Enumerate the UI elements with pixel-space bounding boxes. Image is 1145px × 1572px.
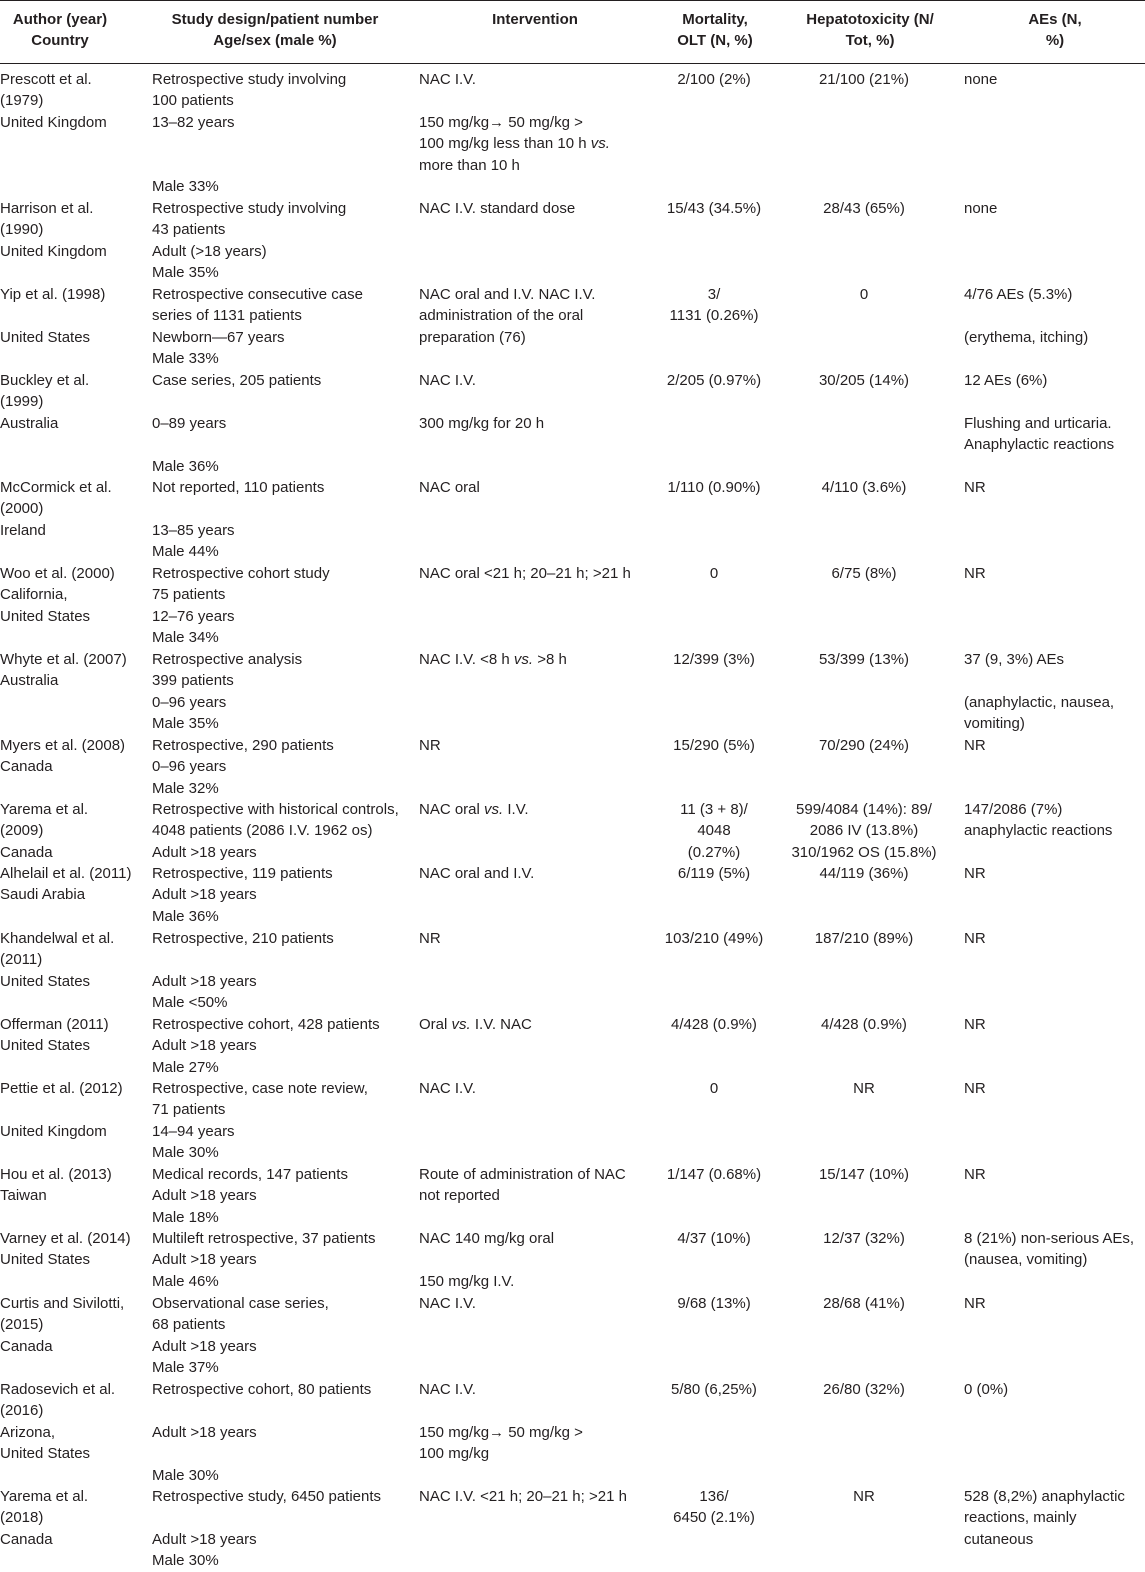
cell-mortality: 2/100 (2%) bbox=[677, 71, 751, 88]
cell-design: 0–89 years bbox=[152, 414, 227, 432]
column-header-line: Author (year) bbox=[12, 11, 108, 28]
cell-author: (2011) bbox=[0, 951, 43, 969]
cell-intervention: NAC oral and I.V. NAC I.V. bbox=[419, 286, 596, 303]
cell-author: Woo et al. (2000) bbox=[0, 565, 115, 582]
cell-hepatotoxicity: 30/205 (14%) bbox=[818, 372, 910, 389]
cell-author: (1979) bbox=[0, 92, 44, 110]
cell-author: Hou et al. (2013) bbox=[0, 1166, 112, 1183]
cell-author: Varney et al. (2014) bbox=[0, 1230, 131, 1247]
cell-design: Adult >18 years bbox=[152, 843, 257, 861]
cell-author: Harrison et al. bbox=[0, 200, 94, 217]
cell-intervention: NAC I.V. standard dose bbox=[419, 200, 576, 217]
cell-author: Radosevich et al. bbox=[0, 1381, 116, 1398]
cell-author: California, bbox=[0, 586, 68, 604]
cell-author: Yarema et al. bbox=[0, 1488, 89, 1505]
cell-mortality: 9/68 (13%) bbox=[677, 1295, 751, 1312]
cell-aes: reactions, mainly bbox=[964, 1509, 1077, 1527]
cell-intervention: not reported bbox=[419, 1187, 500, 1205]
cell-author: Saudi Arabia bbox=[0, 886, 86, 904]
cell-design: 14–94 years bbox=[152, 1122, 235, 1140]
cell-mortality: 4/37 (10%) bbox=[677, 1230, 751, 1247]
cell-design: Male 36% bbox=[152, 457, 219, 475]
column-header-line: Age/sex (male %) bbox=[213, 32, 337, 49]
cell-author: United States bbox=[0, 1445, 91, 1463]
cell-hepatotoxicity: 26/80 (32%) bbox=[823, 1381, 905, 1398]
cell-mortality: 11 (3 + 8)/ bbox=[680, 801, 748, 818]
cell-design: Male 30% bbox=[152, 1466, 219, 1484]
cell-author: Canada bbox=[0, 1530, 53, 1548]
cell-design: 75 patients bbox=[152, 586, 226, 604]
cell-author: Arizona, bbox=[0, 1423, 56, 1441]
cell-author: United Kingdom bbox=[0, 242, 107, 260]
column-header-line: Hepatotoxicity (N/ bbox=[806, 11, 934, 28]
column-header-line: Country bbox=[31, 32, 89, 49]
cell-design: Male 46% bbox=[152, 1272, 219, 1290]
cell-aes: (erythema, itching) bbox=[964, 328, 1089, 346]
cell-design: Observational case series, bbox=[152, 1295, 329, 1312]
cell-design: Retrospective, 119 patients bbox=[152, 865, 333, 882]
column-header-line: Mortality, bbox=[682, 11, 748, 28]
cell-hepatotoxicity: 4/110 (3.6%) bbox=[821, 479, 907, 496]
cell-author: United States bbox=[0, 972, 91, 990]
cell-design: 4048 patients (2086 I.V. 1962 os) bbox=[152, 822, 373, 840]
cell-aes: 8 (21%) non-serious AEs, bbox=[964, 1230, 1135, 1247]
cell-aes: NR bbox=[964, 1016, 986, 1033]
cell-hepatotoxicity: 0 bbox=[859, 286, 869, 303]
cell-intervention: 150 mg/kg→ 50 mg/kg > bbox=[419, 113, 583, 131]
cell-design: Adult >18 years bbox=[152, 1530, 257, 1548]
cell-author: Pettie et al. (2012) bbox=[0, 1080, 123, 1097]
cell-intervention: 300 mg/kg for 20 h bbox=[419, 414, 545, 432]
cell-design: Retrospective study, 6450 patients bbox=[152, 1488, 382, 1505]
cell-hepatotoxicity: 599/4084 (14%): 89/ bbox=[796, 801, 932, 818]
cell-mortality: 4048 bbox=[697, 822, 731, 840]
cell-design: Retrospective, 210 patients bbox=[152, 930, 334, 947]
cell-design: Adult >18 years bbox=[152, 972, 257, 990]
cell-aes: (nausea, vomiting) bbox=[964, 1251, 1088, 1269]
cell-aes: Flushing and urticaria. bbox=[964, 414, 1112, 432]
cell-design: Adult >18 years bbox=[152, 1187, 257, 1205]
cell-intervention: Oral vs. I.V. NAC bbox=[419, 1016, 532, 1033]
cell-mortality: 15/290 (5%) bbox=[673, 737, 755, 754]
cell-design: 71 patients bbox=[152, 1101, 226, 1119]
cell-intervention: more than 10 h bbox=[419, 156, 520, 174]
cell-intervention: NAC oral and I.V. bbox=[419, 865, 535, 882]
column-header-line: %) bbox=[1045, 32, 1065, 49]
cell-hepatotoxicity: 28/43 (65%) bbox=[823, 200, 905, 217]
column-header-line: AEs (N, bbox=[1028, 11, 1082, 28]
cell-design: Retrospective cohort, 80 patients bbox=[152, 1381, 372, 1398]
cell-hepatotoxicity: 187/210 (89%) bbox=[814, 930, 914, 947]
cell-author: Alhelail et al. (2011) bbox=[0, 865, 132, 882]
cell-intervention: NAC 140 mg/kg oral bbox=[419, 1230, 555, 1247]
cell-intervention: NR bbox=[419, 737, 441, 754]
cell-intervention: NAC I.V. bbox=[419, 372, 476, 389]
cell-aes: vomiting) bbox=[964, 715, 1025, 733]
cell-aes: NR bbox=[964, 1080, 986, 1097]
cell-design: Retrospective with historical controls, bbox=[152, 801, 399, 818]
cell-author: Buckley et al. bbox=[0, 372, 90, 389]
cell-hepatotoxicity: 15/147 (10%) bbox=[818, 1166, 910, 1183]
cell-aes: none bbox=[964, 71, 998, 88]
cell-mortality: 5/80 (6,25%) bbox=[671, 1381, 757, 1398]
cell-intervention: 100 mg/kg less than 10 h vs. bbox=[419, 135, 610, 153]
cell-author: (1999) bbox=[0, 393, 44, 411]
cell-design: Retrospective, 290 patients bbox=[152, 737, 334, 754]
column-header-3 bbox=[410, 9, 660, 30]
cell-design: 0–96 years bbox=[152, 758, 227, 776]
cell-mortality: 1/147 (0.68%) bbox=[666, 1166, 762, 1183]
cell-design: Male 36% bbox=[152, 907, 219, 925]
cell-design: Male 33% bbox=[152, 350, 219, 368]
cell-intervention: NAC I.V. <8 h vs. >8 h bbox=[419, 651, 567, 668]
cell-hepatotoxicity: NR bbox=[853, 1488, 875, 1505]
column-header-1 bbox=[0, 9, 120, 51]
cell-author: (2018) bbox=[0, 1509, 44, 1527]
cell-mortality: 103/210 (49%) bbox=[664, 930, 764, 947]
cell-author: (1990) bbox=[0, 221, 44, 239]
column-header-line: Intervention bbox=[492, 11, 578, 28]
column-header-5 bbox=[780, 9, 960, 51]
cell-author: (2000) bbox=[0, 500, 44, 518]
cell-hepatotoxicity: 28/68 (41%) bbox=[823, 1295, 905, 1312]
cell-design: Male 34% bbox=[152, 629, 219, 647]
cell-design: Adult >18 years bbox=[152, 1037, 257, 1055]
cell-intervention: NAC I.V. <21 h; 20–21 h; >21 h bbox=[419, 1488, 627, 1505]
cell-design: Male 30% bbox=[152, 1144, 219, 1162]
cell-design: Male 35% bbox=[152, 264, 219, 282]
cell-hepatotoxicity: NR bbox=[853, 1080, 875, 1097]
cell-design: Male <50% bbox=[152, 994, 228, 1012]
cell-hepatotoxicity: 21/100 (21%) bbox=[818, 71, 910, 88]
cell-aes: NR bbox=[964, 1166, 986, 1183]
cell-aes: 37 (9, 3%) AEs bbox=[964, 651, 1065, 668]
cell-mortality: 136/ bbox=[699, 1488, 729, 1505]
cell-hepatotoxicity: 4/428 (0.9%) bbox=[821, 1016, 907, 1033]
cell-author: Whyte et al. (2007) bbox=[0, 651, 127, 668]
cell-aes: NR bbox=[964, 737, 986, 754]
cell-design: Retrospective consecutive case bbox=[152, 286, 363, 303]
cell-author: United Kingdom bbox=[0, 1122, 107, 1140]
cell-aes: 147/2086 (7%) bbox=[964, 801, 1063, 818]
cell-mortality: 15/43 (34.5%) bbox=[666, 200, 762, 217]
cell-author: (2009) bbox=[0, 822, 44, 840]
cell-design: Male 35% bbox=[152, 715, 219, 733]
cell-author: Canada bbox=[0, 1337, 53, 1355]
cell-mortality: 1131 (0.26%) bbox=[669, 307, 759, 325]
cell-aes: NR bbox=[964, 865, 986, 882]
cell-intervention: NR bbox=[419, 930, 441, 947]
cell-author: Canada bbox=[0, 758, 53, 776]
cell-mortality: 12/399 (3%) bbox=[673, 651, 755, 668]
cell-author: Ireland bbox=[0, 521, 46, 539]
cell-author: (2016) bbox=[0, 1402, 44, 1420]
cell-author: Taiwan bbox=[0, 1187, 47, 1205]
cell-author: Canada bbox=[0, 843, 53, 861]
cell-aes: anaphylactic reactions bbox=[964, 822, 1113, 840]
table-header-rule bbox=[0, 63, 1145, 64]
cell-design: Adult (>18 years) bbox=[152, 242, 267, 260]
cell-design: Retrospective, case note review, bbox=[152, 1080, 368, 1097]
cell-mortality: 2/205 (0.97%) bbox=[666, 372, 762, 389]
cell-author: United States bbox=[0, 1037, 91, 1055]
cell-intervention: NAC I.V. bbox=[419, 1381, 476, 1398]
cell-design: Case series, 205 patients bbox=[152, 372, 322, 389]
cell-mortality: 6450 (2.1%) bbox=[673, 1509, 755, 1527]
cell-intervention: NAC I.V. bbox=[419, 1295, 476, 1312]
cell-design: Retrospective analysis bbox=[152, 651, 303, 668]
column-header-4 bbox=[650, 9, 780, 51]
column-header-line: Study design/patient number bbox=[171, 11, 379, 28]
cell-aes: NR bbox=[964, 1295, 986, 1312]
cell-mortality: 6/119 (5%) bbox=[677, 865, 751, 882]
cell-mortality: 1/110 (0.90%) bbox=[667, 479, 761, 496]
cell-intervention: preparation (76) bbox=[419, 328, 526, 346]
cell-intervention: 150 mg/kg→ 50 mg/kg > bbox=[419, 1423, 583, 1441]
cell-design: Multileft retrospective, 37 patients bbox=[152, 1230, 376, 1247]
cell-aes: Anaphylactic reactions bbox=[964, 436, 1115, 454]
cell-hepatotoxicity: 310/1962 OS (15.8%) bbox=[791, 843, 937, 861]
cell-design: 399 patients bbox=[152, 672, 234, 690]
cell-intervention: NAC oral vs. I.V. bbox=[419, 801, 529, 818]
cell-design: Adult >18 years bbox=[152, 1423, 257, 1441]
cell-design: Adult >18 years bbox=[152, 886, 257, 904]
cell-design: Male 32% bbox=[152, 779, 219, 797]
cell-author: Yip et al. (1998) bbox=[0, 286, 106, 303]
cell-intervention: NAC oral bbox=[419, 479, 480, 496]
cell-aes: (anaphylactic, nausea, bbox=[964, 693, 1115, 711]
cell-design: Male 33% bbox=[152, 178, 219, 195]
cell-design: Retrospective cohort, 428 patients bbox=[152, 1016, 380, 1033]
cell-mortality: (0.27%) bbox=[687, 843, 741, 861]
cell-hepatotoxicity: 44/119 (36%) bbox=[819, 865, 909, 882]
cell-hepatotoxicity: 2086 IV (13.8%) bbox=[809, 822, 919, 840]
cell-author: Khandelwal et al. bbox=[0, 930, 115, 947]
cell-design: Male 18% bbox=[152, 1208, 219, 1226]
cell-hepatotoxicity: 53/399 (13%) bbox=[818, 651, 910, 668]
cell-design: Adult >18 years bbox=[152, 1251, 257, 1269]
cell-intervention: NAC oral <21 h; 20–21 h; >21 h bbox=[419, 565, 631, 582]
table-top-rule bbox=[0, 0, 1145, 1]
cell-author: United States bbox=[0, 607, 91, 625]
cell-design: Adult >18 years bbox=[152, 1337, 257, 1355]
cell-author: Yarema et al. bbox=[0, 801, 89, 818]
cell-aes: 0 (0%) bbox=[964, 1381, 1009, 1398]
column-header-line: OLT (N, %) bbox=[677, 32, 753, 49]
cell-hepatotoxicity: 6/75 (8%) bbox=[831, 565, 897, 582]
cell-design: Male 44% bbox=[152, 543, 219, 561]
cell-aes: NR bbox=[964, 930, 986, 947]
column-header-line: Tot, %) bbox=[845, 32, 895, 49]
cell-design: 100 patients bbox=[152, 92, 234, 110]
cell-author: Australia bbox=[0, 414, 59, 432]
cell-author: United States bbox=[0, 328, 91, 346]
cell-aes: none bbox=[964, 200, 998, 217]
cell-aes: 4/76 AEs (5.3%) bbox=[964, 286, 1073, 303]
cell-design: Male 27% bbox=[152, 1058, 219, 1076]
cell-author: United Kingdom bbox=[0, 113, 107, 131]
cell-intervention: NAC I.V. bbox=[419, 71, 476, 88]
cell-intervention: 150 mg/kg I.V. bbox=[419, 1272, 515, 1290]
cell-design: Male 30% bbox=[152, 1552, 219, 1570]
cell-design: 13–82 years bbox=[152, 113, 235, 131]
cell-design: Medical records, 147 patients bbox=[152, 1166, 348, 1183]
cell-author: Myers et al. (2008) bbox=[0, 737, 126, 754]
cell-hepatotoxicity: 12/37 (32%) bbox=[823, 1230, 905, 1247]
cell-author: McCormick et al. bbox=[0, 479, 112, 496]
cell-design: Retrospective study involving bbox=[152, 200, 347, 217]
cell-intervention: 100 mg/kg bbox=[419, 1445, 490, 1463]
cell-author: Curtis and Sivilotti, bbox=[0, 1295, 125, 1312]
cell-design: 12–76 years bbox=[152, 607, 235, 625]
cell-aes: NR bbox=[964, 565, 986, 582]
cell-intervention: NAC I.V. bbox=[419, 1080, 476, 1097]
cell-design: 43 patients bbox=[152, 221, 226, 239]
cell-aes: cutaneous bbox=[964, 1530, 1034, 1548]
cell-author: Australia bbox=[0, 672, 59, 690]
cell-aes: 528 (8,2%) anaphylactic bbox=[964, 1488, 1125, 1505]
cell-aes: 12 AEs (6%) bbox=[964, 372, 1048, 389]
cell-intervention: Route of administration of NAC bbox=[419, 1166, 626, 1183]
cell-design: Retrospective study involving bbox=[152, 71, 347, 88]
cell-design: Not reported, 110 patients bbox=[152, 479, 325, 496]
cell-design: Retrospective cohort study bbox=[152, 565, 330, 582]
cell-design: 13–85 years bbox=[152, 521, 235, 539]
cell-hepatotoxicity: 70/290 (24%) bbox=[818, 737, 910, 754]
cell-design: 0–96 years bbox=[152, 693, 227, 711]
cell-author: Offerman (2011) bbox=[0, 1016, 109, 1033]
cell-author: United States bbox=[0, 1251, 91, 1269]
cell-design: Newborn—67 years bbox=[152, 328, 285, 346]
cell-mortality: 4/428 (0.9%) bbox=[671, 1016, 757, 1033]
cell-design: 68 patients bbox=[152, 1316, 226, 1334]
cell-design: Male 37% bbox=[152, 1359, 219, 1377]
cell-author: Prescott et al. bbox=[0, 71, 92, 88]
cell-mortality: 0 bbox=[709, 565, 719, 582]
cell-aes: NR bbox=[964, 479, 986, 496]
cell-mortality: 3/ bbox=[707, 286, 721, 303]
cell-mortality: 0 bbox=[709, 1080, 719, 1097]
column-header-6 bbox=[975, 9, 1135, 51]
column-header-2 bbox=[150, 9, 400, 51]
cell-author: (2015) bbox=[0, 1316, 44, 1334]
cell-design: series of 1131 patients bbox=[152, 307, 302, 325]
cell-intervention: administration of the oral bbox=[419, 307, 584, 325]
